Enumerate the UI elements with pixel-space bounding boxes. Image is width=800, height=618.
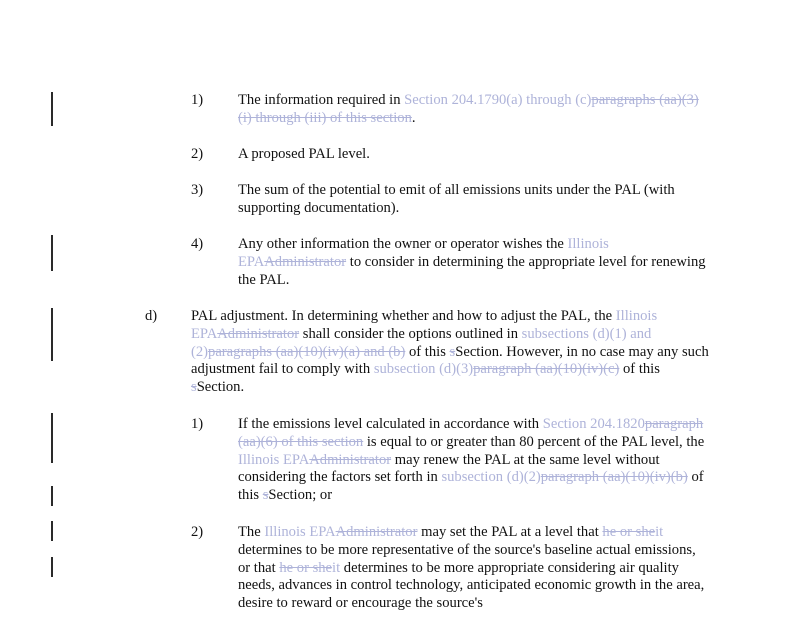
deleted-text: he or she — [279, 559, 333, 576]
item-text — [238, 416, 708, 505]
item-number: 2) — [191, 146, 204, 162]
inserted-text: subsection (d)(2) — [441, 469, 541, 486]
inserted-text: Section 204.1790(a) through (c) — [404, 92, 592, 108]
revision-bar — [51, 486, 53, 506]
text-run: to consider in determining the appropriate level for renewing the PAL. — [238, 253, 706, 288]
deleted-text: Administrator — [264, 253, 347, 270]
text-run: of this — [619, 361, 660, 378]
inserted-text: it — [655, 524, 664, 540]
text-run: Section; or — [268, 487, 333, 504]
deleted-text: s — [191, 379, 197, 396]
deleted-text: paragraph (aa)(10)(iv)(b) — [540, 469, 688, 486]
deleted-text: he or she — [602, 524, 656, 540]
text-run: A proposed PAL level. — [238, 146, 370, 162]
section-text — [191, 308, 711, 397]
inserted-text: it — [332, 559, 341, 576]
text-run: may set the PAL at a level that — [417, 524, 603, 540]
text-run: shall consider the options outlined in — [299, 325, 522, 342]
text-run: determines to be more appropriate considering air quality needs, advances in control technology, anticipated economic growth in the area, desire to reward or encourage the source's — [238, 559, 705, 612]
inserted-text: Illinois EPA — [264, 524, 336, 540]
item-number: 1) — [191, 416, 204, 432]
item-number: 4) — [191, 236, 204, 252]
item-number: 1) — [191, 92, 204, 108]
text-run: may renew the PAL at the same level without considering the factors set forth in — [238, 451, 660, 486]
item-text — [238, 146, 708, 164]
inserted-text: Illinois EPA — [191, 308, 658, 342]
text-run: Any other information the owner or operator wishes the — [238, 236, 568, 252]
deleted-text: Administrator — [217, 325, 300, 342]
deleted-text: s — [449, 343, 456, 360]
text-run: of this — [238, 469, 704, 504]
inserted-text: Illinois EPA — [238, 236, 609, 270]
item-text — [238, 524, 708, 613]
text-run: determines to be more representative of the source's baseline actual emissions, or that — [238, 541, 696, 576]
item-text — [238, 236, 708, 289]
text-run: PAL adjustment. In determining whether and how to adjust the PAL, the — [191, 308, 616, 324]
text-run: is equal to or greater than 80 percent of the PAL level, the — [363, 433, 705, 450]
item-number: 3) — [191, 182, 204, 198]
deleted-text: Administrator — [309, 451, 392, 468]
deleted-text: paragraph (aa)(10)(iv)(c) — [473, 361, 620, 378]
revision-bar — [51, 521, 53, 541]
deleted-text: paragraphs (aa)(10)(iv)(a) and (b) — [208, 343, 406, 360]
deleted-text: Administrator — [335, 524, 418, 540]
text-run: of this — [405, 343, 450, 360]
inserted-text: subsections (d)(1) and (2) — [191, 325, 652, 360]
item-number: 2) — [191, 524, 204, 540]
text-run: Section. — [196, 379, 245, 396]
revision-bar — [51, 413, 53, 463]
deleted-text: paragraphs (aa)(3)(i) through (iii) of this section — [238, 92, 699, 126]
deleted-text: paragraph (aa)(6) of this section — [238, 416, 704, 450]
item-text — [238, 92, 708, 128]
text-run: The sum of the potential to emit of all emissions units under the PAL (with supporting documentation). — [238, 182, 675, 216]
revision-bar — [51, 235, 53, 271]
inserted-text: subsection (d)(3) — [373, 361, 474, 378]
text-run: The information required in — [238, 92, 405, 108]
inserted-text: Illinois EPA — [238, 451, 310, 468]
inserted-text: Section 204.1820 — [542, 416, 645, 432]
text-run: If the emissions level calculated in accordance with — [238, 416, 543, 432]
text-run: Section. However, in no case may any such adjustment fail to comply with — [191, 343, 709, 378]
text-run: The — [238, 524, 265, 540]
revision-bar — [51, 308, 53, 361]
revision-bar — [51, 92, 53, 126]
text-run: . — [411, 109, 416, 126]
section-letter: d) — [145, 308, 158, 324]
item-text — [238, 182, 708, 218]
deleted-text: s — [262, 487, 269, 504]
revision-bar — [51, 557, 53, 577]
